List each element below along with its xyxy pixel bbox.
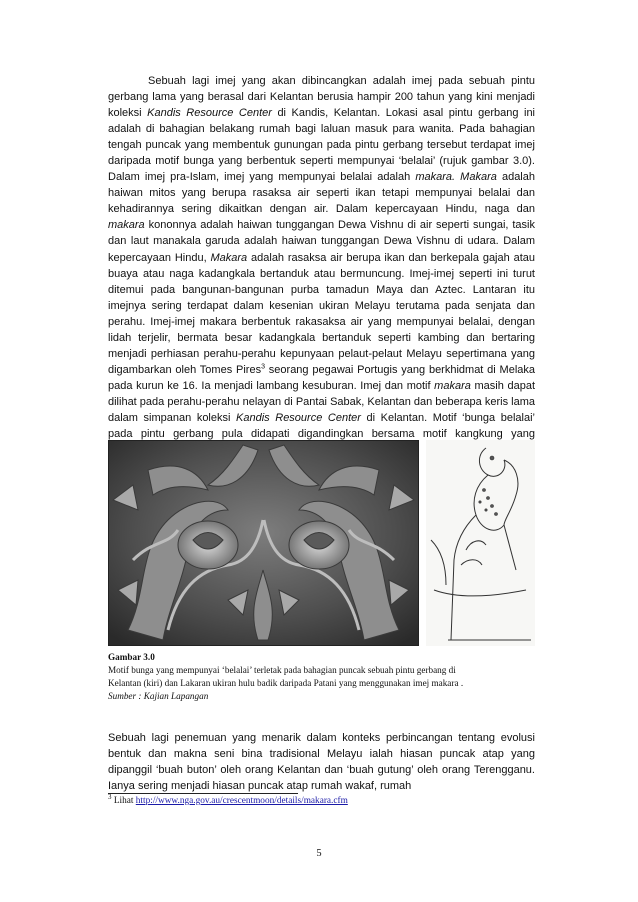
caption-title: Gambar 3.0 xyxy=(108,652,155,662)
italic-run: Kandis Resource Center xyxy=(147,107,272,120)
text-run: Sebuah lagi imej yang akan dibincangkan adalah imej pada sebuah pintu gerbang lama yang berasal dari Kelantan berusia hampir 200 tahun yang kini menjadi koleksi xyxy=(108,75,535,120)
footnote-divider xyxy=(108,793,298,794)
caption-source: Sumber : Kajian Lapangan xyxy=(108,691,209,701)
italic-run: makara xyxy=(108,219,145,232)
makara-line-drawing xyxy=(426,440,535,646)
italic-run: Makara xyxy=(210,251,248,264)
footnote-reference[interactable]: 3 xyxy=(261,363,265,371)
footnote-number: 3 xyxy=(108,792,112,801)
text-run: adalah haiwan mitos yang berupa rasaksa air seperti ikan tetapi mempunyai belalai dan kehadirannya sering dikaitkan dengan air. Dalam kepercayaan Hindu, naga dan xyxy=(108,171,535,216)
footnote xyxy=(108,792,348,806)
text-run: di Kelantan. Motif ‘bunga belalai’ pada pintu gerbang pula didapati digandingkan bersama motif kangkung yang xyxy=(108,411,535,441)
footnote-link[interactable]: http://www.nga.gov.au/crescentmoon/details/makara.cfm xyxy=(135,796,348,806)
page-number: 5 xyxy=(316,848,322,859)
text-run: masih dapat dilihat pada perahu-perahu nelayan di Pantai Sabak, Kelantan dan beberapa keris lama dalam simpanan koleksi xyxy=(108,379,535,424)
figure-3-0 xyxy=(108,440,535,646)
carved-floral-relief-photo xyxy=(108,440,419,646)
text-run: adalah rasaksa air berupa ikan dan berkepala gajah atau buaya atau naga kadangkala bertanduk atau bermuncung. Imej-imej seperti ini turut ditemui pada bangunan-bangunan purba tamadun Maya dan Aztec. Lantaran itu imejnya sering terdapat dalam kesenian ukiran Melayu terutama pada senjata dan perahu. Imej-imej makara berbentuk rakasaksa air yang mempunyai belalai, dengan lidah terjelir, bermata besar kadangkala bertanduk seperti kambing dan bertaring menjadi perhiasan perahu-perahu kepunyaan pelaut-pelaut Melayu sepertimana yang digambarkan oleh Tomes Pires xyxy=(108,251,535,376)
footnote-prefix: Lihat xyxy=(111,796,136,806)
italic-run: makara. Makara xyxy=(415,171,497,184)
body-paragraph-2: Sebuah lagi penemuan yang menarik dalam konteks perbincangan tentang evolusi bentuk dan makna seni bina tradisional Melayu ialah hiasan puncak atap yang dipanggil ‘buah buton’ oleh orang Kelantan dan ‘buah gutung’ oleh orang Terengganu. Ianya sering menjadi hiasan puncak atap rumah wakaf, rumah xyxy=(108,732,535,793)
caption-line: Motif bunga yang mempunyai ‘belalai’ terletak pada bahagian puncak sebuah pintu gerbang di xyxy=(108,665,456,675)
text-run: di Kandis, Kelantan. Lokasi asal pintu gerbang ini adalah di bahagian belakang rumah bagi laluan masuk para wanita. Pada bahagian tengah puncak yang membentuk gunungan pada pintu gerbang tersebut terdapat imej daripada motif bunga yang berbentuk seperti mempunyai ‘belalai’ (rujuk gambar 3.0). Dalam imej pra-Islam, imej yang mempunyai belalai adalah xyxy=(108,107,536,184)
italic-run: Kandis Resource Center xyxy=(236,411,361,424)
body-paragraph-1 xyxy=(108,73,535,458)
italic-run: makara xyxy=(434,379,471,392)
figure-caption xyxy=(108,651,535,703)
caption-line: Kelantan (kiri) dan Lakaran ukiran hulu badik daripada Patani yang menggunakan imej makara . xyxy=(108,678,464,688)
text-run: kononnya adalah haiwan tunggangan Dewa Vishnu di air seperti sungai, tasik dan laut manakala garuda adalah haiwan tunggangan Dewa Vishnu di udara. Dalam kepercayaan Hindu, xyxy=(108,219,535,264)
text-run: seorang pegawai Portugis yang berkhidmat di Melaka pada kurun ke 16. Ia menjadi lambang kesuburan. Imej dan motif xyxy=(108,363,535,392)
